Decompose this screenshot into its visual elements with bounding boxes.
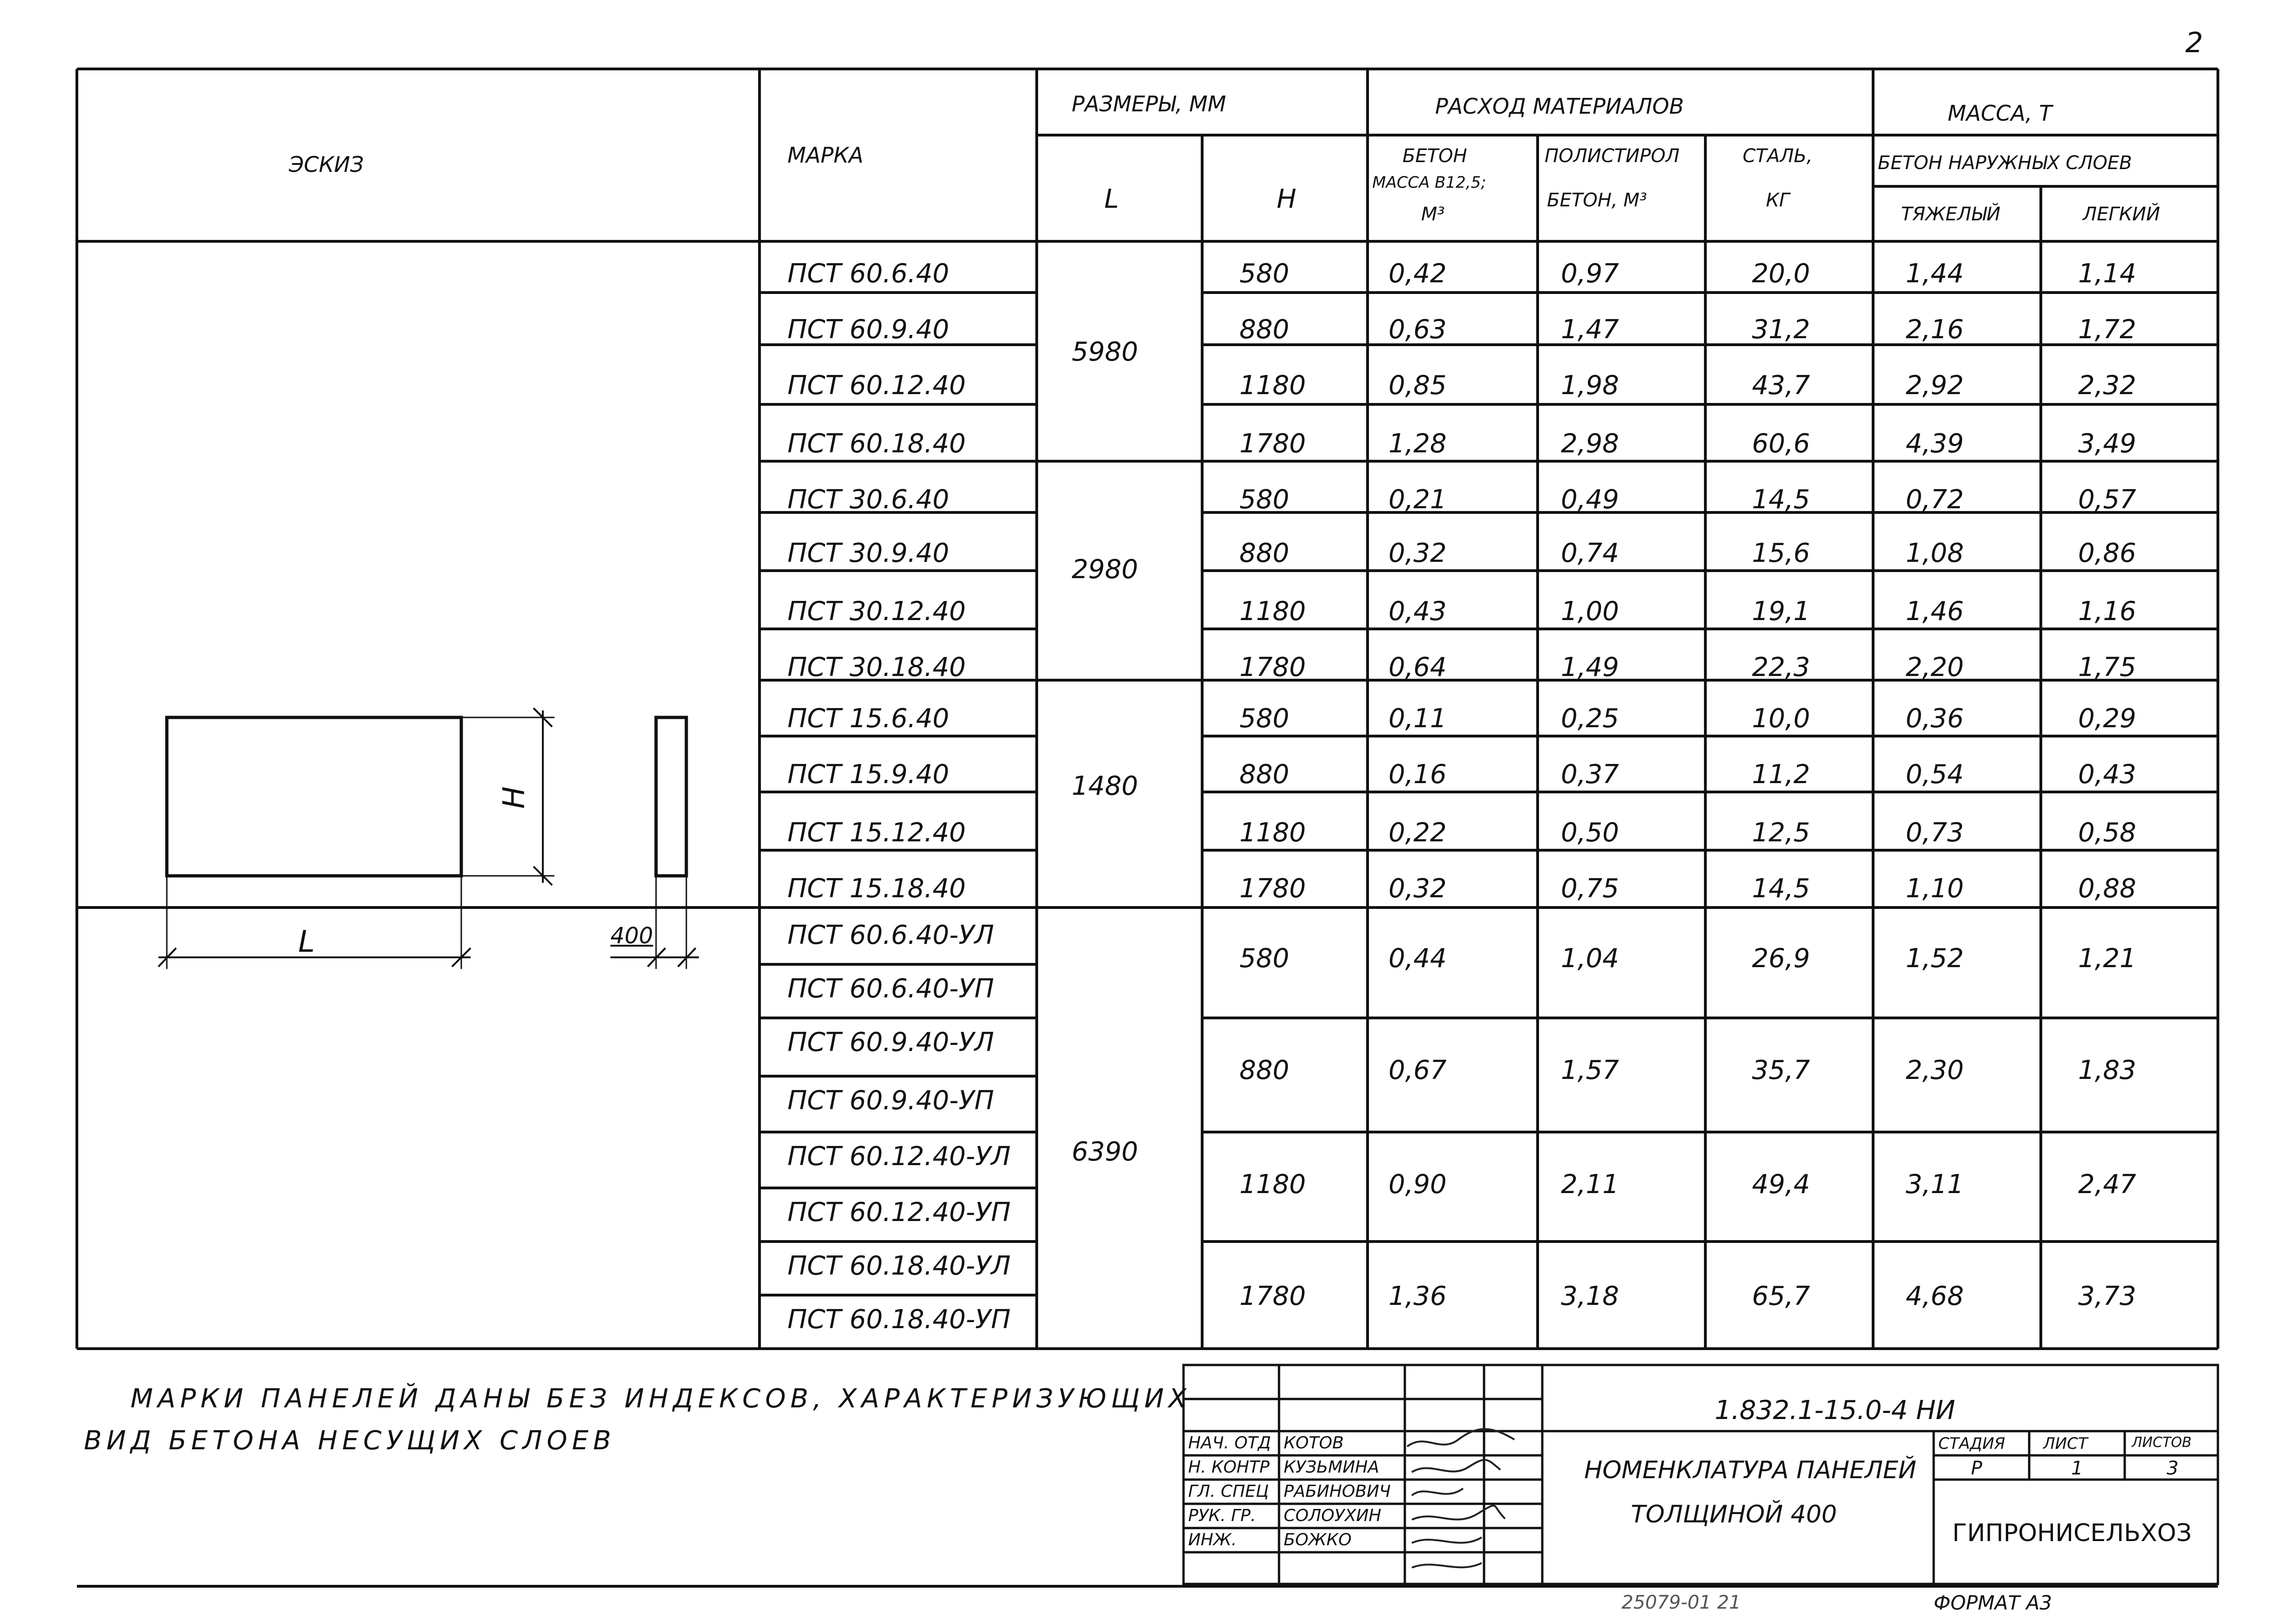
signatures [1407, 1429, 1514, 1568]
header-poly-l2: БЕТОН, М³ [1547, 190, 1647, 211]
cell-light: 0,57 [2078, 484, 2136, 515]
group-L-3: 1480 [1072, 771, 1138, 801]
cell-poly: 0,97 [1561, 259, 1619, 289]
note-line-2: ВИД БЕТОНА НЕСУЩИХ СЛОЕВ [84, 1426, 616, 1456]
header-concrete-l2: МАССА В12,5; [1372, 173, 1486, 192]
cell-poly: 0,25 [1561, 703, 1619, 734]
cell-light: 0,29 [2078, 703, 2136, 734]
cell-H: 1180 [1239, 370, 1306, 401]
cell-steel: 35,7 [1752, 1055, 1810, 1085]
cell-poly: 3,18 [1561, 1281, 1619, 1311]
sketch-label-thickness: 400 [610, 923, 653, 949]
cell-poly: 0,50 [1561, 818, 1619, 848]
cell-concrete: 1,28 [1389, 429, 1447, 459]
sketch-label-H: H [497, 786, 532, 809]
cell-steel: 14,5 [1752, 873, 1810, 904]
cell-steel: 14,5 [1752, 484, 1810, 515]
cell-poly: 1,47 [1561, 314, 1619, 345]
header-mass: МАССА, Т [1948, 101, 2052, 126]
cell-concrete: 0,11 [1389, 703, 1447, 734]
cell-light: 1,21 [2078, 943, 2136, 974]
cell-steel: 49,4 [1752, 1169, 1810, 1200]
header-concrete-l3: М³ [1421, 204, 1445, 225]
header-sketch: ЭСКИЗ [289, 152, 364, 177]
cell-H: 580 [1239, 484, 1289, 515]
header-dimensions: РАЗМЕРЫ, ММ [1072, 91, 1226, 116]
cell-concrete: 0,43 [1389, 596, 1447, 627]
cell-mark: ПСТ 60.18.40 [787, 429, 966, 459]
stamp-org: ГИПРОНИСЕЛЬХОЗ [1952, 1519, 2192, 1547]
cell-steel: 60,6 [1752, 429, 1810, 459]
header-dim-L: L [1104, 184, 1119, 214]
cell-poly: 0,37 [1561, 759, 1619, 790]
cell-heavy: 1,52 [1906, 943, 1964, 974]
cell-mark: ПСТ 60.9.40 [787, 314, 949, 345]
header-concrete-l1: БЕТОН [1402, 145, 1467, 167]
cell-concrete: 0,16 [1389, 759, 1447, 790]
cell-H: 880 [1239, 759, 1289, 790]
cell-mark: ПСТ 15.18.40 [787, 873, 966, 904]
cell-mark: ПСТ 60.9.40-УП [787, 1085, 994, 1116]
cell-H: 1180 [1239, 596, 1306, 627]
cell-heavy: 2,92 [1906, 370, 1964, 401]
cell-concrete: 0,85 [1389, 370, 1447, 401]
cell-concrete: 0,64 [1389, 652, 1447, 682]
cell-mark: ПСТ 30.12.40 [787, 596, 966, 627]
group-L-2: 2980 [1072, 554, 1138, 585]
group-L-1: 5980 [1072, 337, 1138, 367]
sketch-label-L: L [298, 925, 315, 959]
cell-heavy: 1,46 [1906, 596, 1964, 627]
header-steel-l1: СТАЛЬ, [1743, 145, 1813, 167]
stamp-name: РАБИНОВИЧ [1284, 1482, 1391, 1501]
cell-concrete: 0,67 [1389, 1055, 1447, 1085]
cell-mark: ПСТ 60.12.40-УП [787, 1197, 1011, 1228]
cell-concrete: 0,42 [1389, 259, 1447, 289]
cell-H: 1780 [1239, 429, 1306, 459]
stamp-name: КУЗЬМИНА [1284, 1458, 1379, 1477]
cell-concrete: 0,32 [1389, 538, 1447, 568]
cell-steel: 19,1 [1752, 596, 1810, 627]
cell-heavy: 3,11 [1906, 1169, 1964, 1200]
cell-concrete: 0,32 [1389, 873, 1447, 904]
cell-steel: 43,7 [1752, 370, 1810, 401]
cell-heavy: 1,44 [1906, 259, 1964, 289]
cell-heavy: 2,16 [1906, 314, 1964, 345]
cell-poly: 0,75 [1561, 873, 1619, 904]
cell-mark: ПСТ 30.9.40 [787, 538, 949, 568]
cell-H: 880 [1239, 538, 1289, 568]
cell-heavy: 1,08 [1906, 538, 1964, 568]
header-steel-l2: КГ [1766, 190, 1790, 211]
cell-concrete: 0,22 [1389, 818, 1447, 848]
stamp-bottom-number: 25079-01 21 [1621, 1592, 1741, 1613]
cell-steel: 22,3 [1752, 652, 1810, 682]
cell-light: 2,47 [2078, 1169, 2136, 1200]
note-line-1: МАРКИ ПАНЕЛЕЙ ДАНЫ БЕЗ ИНДЕКСОВ, ХАРАКТЕРИЗУЮЩИХ [130, 1384, 1191, 1414]
cell-light: 3,73 [2078, 1281, 2136, 1311]
header-outer-layers: БЕТОН НАРУЖНЫХ СЛОЕВ [1878, 152, 2132, 174]
stamp-name: СОЛОУХИН [1284, 1506, 1382, 1525]
cell-poly: 2,98 [1561, 429, 1619, 459]
cell-light: 1,14 [2078, 259, 2136, 289]
cell-poly: 2,11 [1561, 1169, 1619, 1200]
cell-H: 580 [1239, 943, 1289, 974]
cell-H: 1780 [1239, 652, 1306, 682]
stamp-sheet-label: ЛИСТ [2043, 1434, 2088, 1453]
cell-steel: 26,9 [1752, 943, 1810, 974]
cell-steel: 12,5 [1752, 818, 1810, 848]
cell-concrete: 0,44 [1389, 943, 1447, 974]
header-materials: РАСХОД МАТЕРИАЛОВ [1435, 94, 1684, 119]
cell-mark: ПСТ 15.12.40 [787, 818, 966, 848]
header-poly-l1: ПОЛИСТИРОЛ [1545, 145, 1680, 167]
cell-light: 2,32 [2078, 370, 2136, 401]
stamp-name: БОЖКО [1284, 1530, 1352, 1549]
stamp-role: ГЛ. СПЕЦ [1188, 1482, 1269, 1501]
cell-H: 580 [1239, 703, 1289, 734]
cell-H: 880 [1239, 1055, 1289, 1085]
stamp-role: РУК. ГР. [1188, 1506, 1256, 1525]
cell-poly: 1,49 [1561, 652, 1619, 682]
cell-concrete: 1,36 [1389, 1281, 1447, 1311]
cell-steel: 10,0 [1752, 703, 1810, 734]
cell-mark: ПСТ 30.18.40 [787, 652, 966, 682]
cell-mark: ПСТ 15.6.40 [787, 703, 949, 734]
header-heavy: ТЯЖЕЛЫЙ [1901, 204, 2001, 225]
cell-heavy: 2,30 [1906, 1055, 1964, 1085]
stamp-title-2: ТОЛЩИНОЙ 400 [1631, 1501, 1837, 1528]
cell-mark: ПСТ 60.6.40-УЛ [787, 920, 994, 950]
cell-mark: ПСТ 60.18.40-УП [787, 1304, 1011, 1335]
cell-mark: ПСТ 30.6.40 [787, 484, 949, 515]
header-light: ЛЕГКИЙ [2083, 204, 2160, 225]
cell-steel: 11,2 [1752, 759, 1810, 790]
cell-heavy: 4,39 [1906, 429, 1964, 459]
stamp-role: НАЧ. ОТД [1188, 1433, 1271, 1453]
cell-light: 1,83 [2078, 1055, 2136, 1085]
cell-concrete: 0,63 [1389, 314, 1447, 345]
cell-heavy: 0,73 [1906, 818, 1964, 848]
cell-poly: 1,04 [1561, 943, 1619, 974]
cell-mark: ПСТ 60.12.40-УЛ [787, 1141, 1011, 1172]
cell-mark: ПСТ 60.9.40-УЛ [787, 1027, 994, 1058]
cell-H: 1180 [1239, 1169, 1306, 1200]
header-dim-H: H [1277, 184, 1297, 214]
cell-H: 1180 [1239, 818, 1306, 848]
cell-heavy: 4,68 [1906, 1281, 1964, 1311]
stamp-stage: Р [1971, 1458, 1983, 1479]
cell-heavy: 0,36 [1906, 703, 1964, 734]
cell-H: 1780 [1239, 873, 1306, 904]
cell-heavy: 2,20 [1906, 652, 1964, 682]
stamp-sheet: 1 [2071, 1458, 2083, 1479]
stamp-sheets: 3 [2167, 1458, 2179, 1479]
cell-light: 1,75 [2078, 652, 2136, 682]
stamp-sheets-label: ЛИСТОВ [2132, 1434, 2192, 1451]
cell-heavy: 1,10 [1906, 873, 1964, 904]
cell-mark: ПСТ 15.9.40 [787, 759, 949, 790]
stamp-format: ФОРМАТ А3 [1934, 1591, 2052, 1614]
cell-light: 0,58 [2078, 818, 2136, 848]
cell-poly: 0,74 [1561, 538, 1619, 568]
stamp-code: 1.832.1-15.0-4 НИ [1715, 1395, 1956, 1426]
cell-poly: 1,57 [1561, 1055, 1619, 1085]
cell-light: 0,88 [2078, 873, 2136, 904]
cell-mark: ПСТ 60.18.40-УЛ [787, 1251, 1011, 1281]
cell-light: 1,16 [2078, 596, 2136, 627]
stamp-stage-label: СТАДИЯ [1938, 1434, 2005, 1453]
cell-poly: 1,98 [1561, 370, 1619, 401]
cell-H: 1780 [1239, 1281, 1306, 1311]
group-L-4: 6390 [1072, 1137, 1138, 1167]
cell-light: 0,43 [2078, 759, 2136, 790]
cell-light: 3,49 [2078, 429, 2136, 459]
cell-heavy: 0,54 [1906, 759, 1964, 790]
cell-H: 580 [1239, 259, 1289, 289]
cell-mark: ПСТ 60.6.40-УП [787, 974, 994, 1004]
stamp-name: КОТОВ [1284, 1433, 1344, 1453]
cell-steel: 20,0 [1752, 259, 1810, 289]
cell-light: 0,86 [2078, 538, 2136, 568]
cell-steel: 65,7 [1752, 1281, 1810, 1311]
cell-heavy: 0,72 [1906, 484, 1964, 515]
cell-poly: 1,00 [1561, 596, 1619, 627]
stamp-role: ИНЖ. [1188, 1530, 1237, 1549]
header-mark: МАРКА [787, 143, 864, 168]
cell-H: 880 [1239, 314, 1289, 345]
cell-steel: 15,6 [1752, 538, 1810, 568]
stamp-role: Н. КОНТР [1188, 1458, 1270, 1477]
cell-light: 1,72 [2078, 314, 2136, 345]
cell-mark: ПСТ 60.6.40 [787, 259, 949, 289]
cell-poly: 0,49 [1561, 484, 1619, 515]
page-number: 2 [2185, 27, 2203, 59]
stamp-title-1: НОМЕНКЛАТУРА ПАНЕЛЕЙ [1584, 1456, 1916, 1484]
cell-steel: 31,2 [1752, 314, 1810, 345]
cell-concrete: 0,21 [1389, 484, 1447, 515]
cell-mark: ПСТ 60.12.40 [787, 370, 966, 401]
cell-concrete: 0,90 [1389, 1169, 1447, 1200]
